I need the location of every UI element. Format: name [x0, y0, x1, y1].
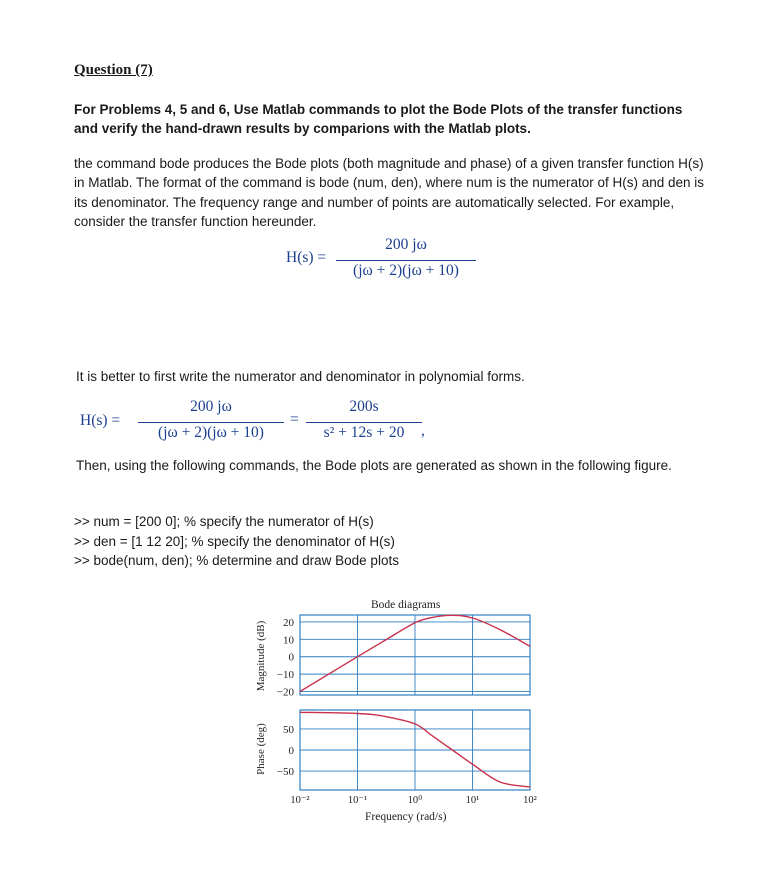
eq2-denominator-1: (jω + 2)(jω + 10)	[158, 424, 264, 441]
question-heading: Question (7)	[74, 62, 153, 78]
chart-title: Bode diagrams	[371, 599, 441, 611]
x-tick-label: 10⁰	[407, 795, 423, 806]
phase-y-tick-label: 50	[283, 723, 294, 736]
code-line-bode: >> bode(num, den); % determine and draw Bode plots	[74, 553, 399, 569]
magnitude-y-tick-label: 0	[288, 651, 294, 664]
magnitude-curve	[300, 615, 530, 691]
code-line-den: >> den = [1 12 20]; % specify the denominator of H(s)	[74, 533, 395, 549]
polynomial-form-note: It is better to first write the numerator and denominator in polynomial forms.	[76, 369, 525, 384]
phase-axis-label: Phase (deg)	[255, 723, 267, 775]
magnitude-y-tick-label: 10	[283, 634, 294, 647]
problem-instructions: For Problems 4, 5 and 6, Use Matlab commands to plot the Bode Plots of the transfer functions and verify the hand-drawn results by comparions with the Matlab plots.	[74, 102, 683, 136]
x-axis-label: Frequency (rad/s)	[365, 811, 447, 823]
magnitude-y-tick-label: −10	[276, 669, 294, 682]
magnitude-y-tick-label: 20	[283, 616, 294, 629]
eq2-denominator-2: s² + 12s + 20	[323, 424, 405, 441]
eq2-lhs: H(s) =	[80, 412, 121, 429]
code-line-num: >> num = [200 0]; % specify the numerator of H(s)	[74, 514, 374, 529]
x-tick-label: 10²	[523, 795, 537, 806]
eq2-comma: ,	[421, 422, 425, 439]
x-tick-label: 10¹	[465, 795, 480, 806]
bode-command-description: the command bode produces the Bode plots (both magnitude and phase) of a given transfer function H(s) in Matlab. The format of the command is bode (num, den), where num is the numerator of H(s) and den is its denominator. The frequency range and number of points are automatically selected. For example, consider the transfer function hereunder.	[74, 156, 705, 230]
magnitude-plot-frame	[300, 615, 530, 695]
phase-y-tick-label: 0	[288, 745, 294, 757]
phase-plot-frame	[300, 710, 530, 790]
magnitude-y-tick-label: −20	[276, 686, 294, 699]
phase-curve	[300, 712, 530, 787]
eq2-fraction-bar-2	[306, 422, 422, 423]
eq1-lhs: H(s) =	[286, 249, 327, 266]
eq2-equals: =	[290, 411, 299, 428]
eq1-denominator: (jω + 2)(jω + 10)	[353, 262, 459, 279]
eq2-numerator-1: 200 jω	[190, 398, 232, 415]
figure-intro: Then, using the following commands, the Bode plots are generated as shown in the following figure.	[76, 458, 672, 473]
eq1-numerator: 200 jω	[385, 236, 427, 253]
matlab-commands	[74, 512, 399, 571]
eq2-fraction-bar-1	[138, 422, 284, 423]
eq1-fraction	[336, 236, 476, 286]
magnitude-axis-label: Magnitude (dB)	[255, 620, 267, 692]
x-tick-label: 10⁻²	[290, 795, 310, 806]
eq2-numerator-2: 200s	[349, 398, 379, 415]
eq2-fraction-1	[138, 398, 284, 448]
eq1-fraction-bar	[336, 260, 476, 261]
eq2-fraction-2	[306, 398, 422, 448]
x-tick-label: 10⁻¹	[347, 795, 368, 806]
phase-y-tick-label: −50	[276, 766, 294, 779]
